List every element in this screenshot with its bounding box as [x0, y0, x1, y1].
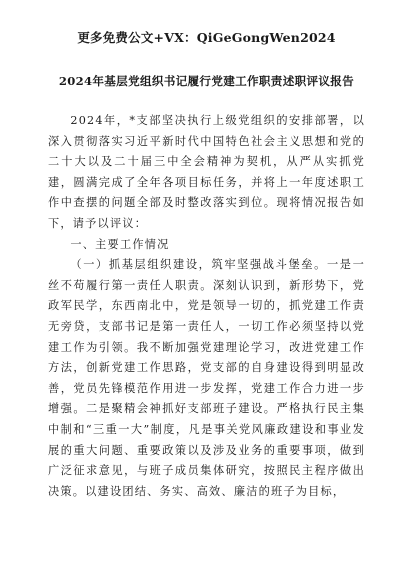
section-heading: 一、主要工作情况	[70, 237, 170, 251]
watermark-text: 更多免费公文+VX：QiGeGongWen2024	[77, 30, 336, 45]
document-title: 2024年基层党组织书记履行党建工作职责述职评议报告	[58, 74, 355, 88]
intro-paragraph: 2024年，*支部坚决执行上级党组织的安排部署，以深入贯彻落实习近平新时代中国特色社会主义思想和党的二十大以及二十届三中全会精神为契机，从严从实抓党建，圆满完成了全年各项目标任务，并将上一年度述职工作中查摆的问题全部及时整改落实到位。现将情况报告如下，请予以评议：	[48, 114, 365, 230]
body-paragraph: （一）抓基层组织建设，筑牢坚强战斗堡垒。一是一丝不苟履行第一责任人职责。深刻认识到，新形势下，党政军民学，东西南北中，党是领导一切的，抓党建工作责无旁贷，支部书记是第一责任人，一切工作必须坚持以党建工作为引领。我不断加强党建理论学习，改进党建工作方法，创新党建工作思路，党支部的自身建设得到明显改善，党员先锋模范作用进一步发挥，党建工作合力进一步增强。二是聚精会神抓好支部班子建设。严格执行民主集中制和“三重一大”制度，凡是事关党风廉政建设和事业发展的重大问题、重要政策以及涉及业务的重要事项，做到广泛征求意见，与班子成员集体研究，按照民主程序做出决策。以建设团结、务实、高效、廉洁的班子为目标，	[48, 258, 365, 498]
